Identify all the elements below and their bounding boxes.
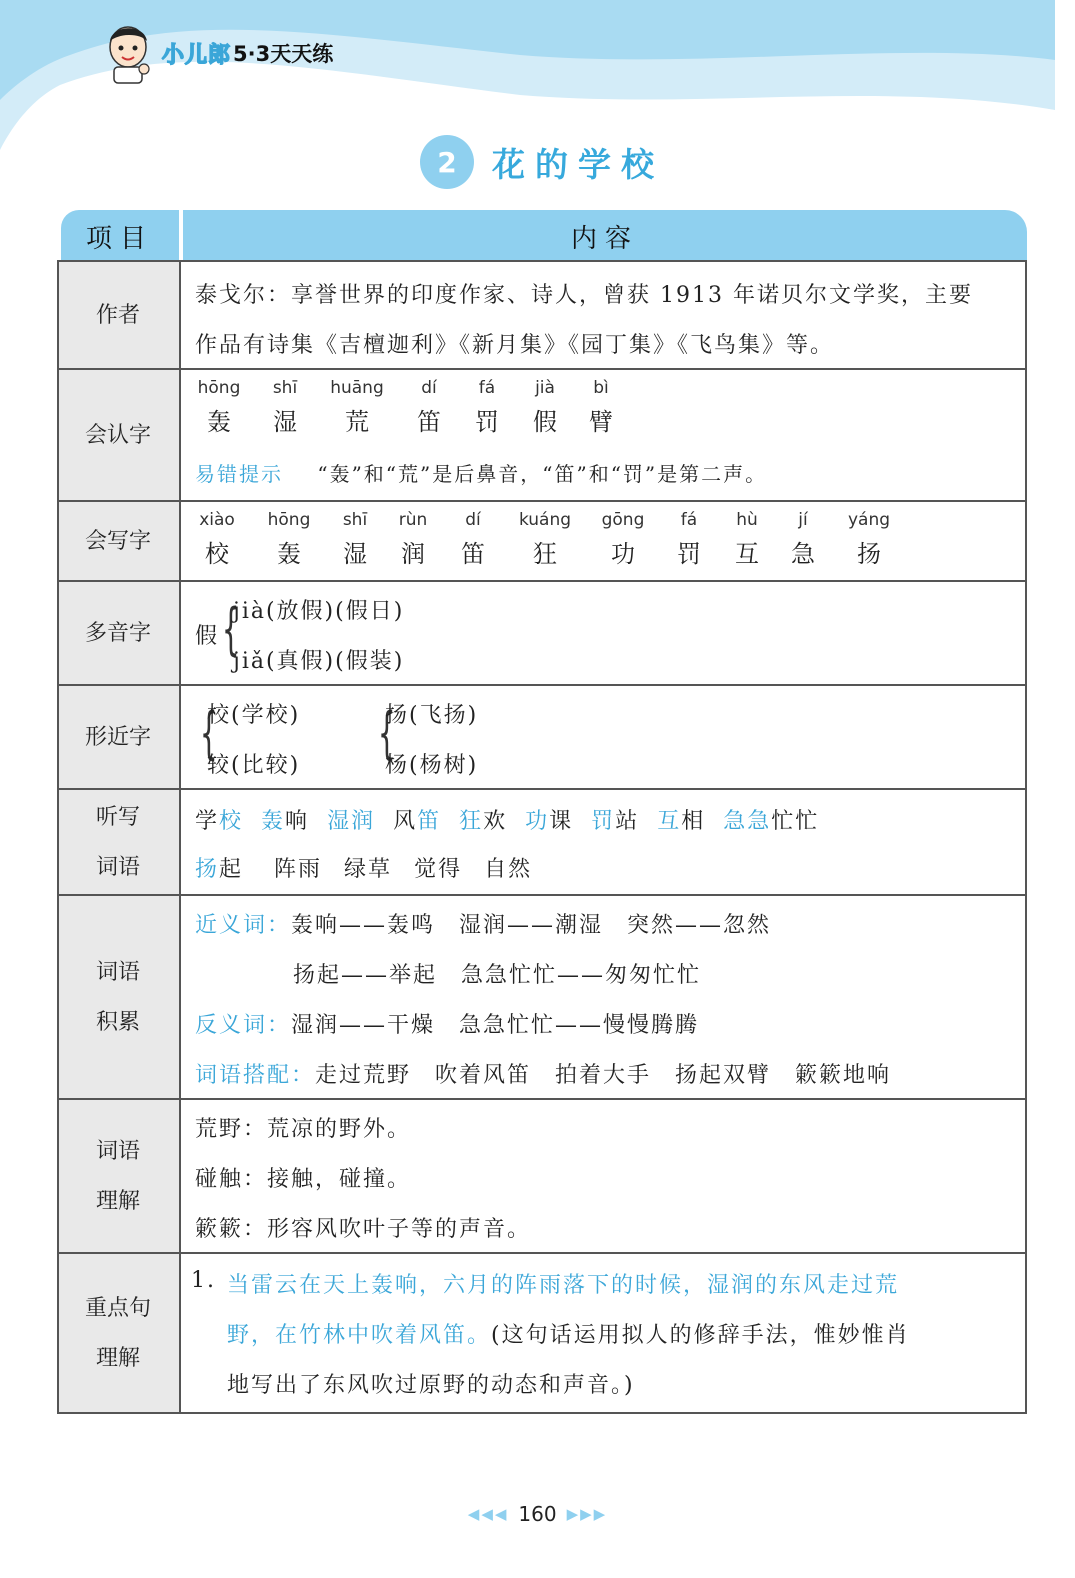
pinyin: shī [272, 378, 298, 398]
pinyin: yáng [847, 510, 891, 530]
hanzi: 笛 [461, 540, 485, 568]
dictation-word: 功课 [525, 809, 574, 834]
pinyin: shī [342, 510, 368, 530]
author-line-1: 泰戈尔：享誉世界的印度作家、诗人，曾获 1913 年诺贝尔文学奖，主要 [195, 283, 973, 308]
pinyin: jí [798, 510, 808, 530]
row-understand [57, 1098, 1027, 1254]
hanzi: 校 [205, 540, 229, 568]
header-content: 内容 [183, 210, 1027, 262]
pinyin: rùn [398, 510, 428, 530]
row-similar [57, 684, 1027, 790]
dictation-word: 自然 [484, 857, 533, 882]
pinyin: hù [736, 510, 758, 530]
hanzi: 罚 [475, 408, 499, 436]
hanzi: 互 [735, 540, 759, 568]
pinyin: kuáng [518, 510, 572, 530]
key-line-3: 地写出了东风吹过原野的动态和声音。) [227, 1373, 635, 1398]
brace-icon: { [199, 701, 218, 766]
label-key-sentence: 重点句 理解 [57, 1254, 181, 1414]
polyphone-reading-2: jiǎ(真假)(假装) [233, 649, 405, 674]
hanzi: 轰 [277, 540, 301, 568]
lesson-title [420, 135, 664, 189]
dictation-word: 轰响 [261, 809, 310, 834]
mascot-icon [100, 21, 156, 85]
hanzi: 假 [533, 408, 557, 436]
lesson-number: 2 [420, 135, 474, 189]
pinyin: dí [465, 510, 481, 530]
hanzi: 急 [791, 540, 815, 568]
dictation-word: 阵雨 [274, 857, 323, 882]
understand-line-1: 荒野：荒凉的野外。 [195, 1117, 412, 1142]
page-footer [0, 1502, 1075, 1526]
hanzi: 臂 [589, 408, 613, 436]
row-recognize [57, 368, 1027, 502]
hanzi: 扬 [857, 540, 881, 568]
summary-table [57, 210, 1027, 1398]
header-item: 项目 [61, 210, 179, 262]
key-line-2: 野，在竹林中吹着风笛。(这句话运用拟人的修辞手法，惟妙惟肖 [227, 1323, 910, 1348]
brand-series: 5·3天天练 [233, 42, 334, 66]
pinyin: fá [680, 510, 698, 530]
pinyin: xiào [199, 510, 235, 530]
right-arrows-icon: ▶▶▶ [566, 1505, 608, 1523]
similar-a2: 较(比较) [207, 753, 301, 778]
pinyin: dí [421, 378, 437, 398]
page-number: 160 [518, 1502, 557, 1526]
table-header [57, 210, 1027, 262]
key-number: 1. [191, 1268, 216, 1293]
hanzi: 笛 [417, 408, 441, 436]
label-dictation: 听写 词语 [57, 790, 181, 896]
label-understand: 词语 理解 [57, 1100, 181, 1254]
dictation-word: 互相 [657, 809, 706, 834]
dictation-word: 湿润 [327, 809, 376, 834]
label-write: 会写字 [57, 502, 181, 582]
hanzi: 荒 [345, 408, 369, 436]
pinyin: gōng [601, 510, 645, 530]
hanzi: 功 [611, 540, 635, 568]
label-accumulate: 词语 积累 [57, 896, 181, 1100]
similar-a1: 校(学校) [207, 703, 301, 728]
pinyin: jià [535, 378, 555, 398]
polyphone-reading-1: jià(放假)(假日) [233, 599, 405, 624]
dictation-line-2: 扬起 阵雨 绿草 觉得 自然 [195, 857, 533, 882]
synonyms-line-1: 近义词：轰响——轰鸣 湿润——潮湿 突然——忽然 [195, 913, 772, 938]
lesson-title-text: 花的学校 [492, 144, 664, 184]
dictation-word: 学校 [195, 809, 244, 834]
label-similar: 形近字 [57, 686, 181, 790]
label-author: 作者 [57, 262, 181, 370]
synonyms-line-2: 扬起——举起 急急忙忙——匆匆忙忙 [293, 963, 702, 988]
brand-logo [100, 18, 333, 88]
pinyin: bì [593, 378, 609, 398]
row-polyphone [57, 580, 1027, 686]
pinyin: hōng [267, 510, 311, 530]
label-recognize: 会认字 [57, 370, 181, 502]
hanzi: 狂 [533, 540, 557, 568]
similar-b2: 杨(杨树) [385, 753, 479, 778]
row-dictation [57, 788, 1027, 896]
brand-name: 小儿郎 [162, 42, 232, 68]
hanzi: 湿 [343, 540, 367, 568]
hanzi: 润 [401, 540, 425, 568]
dictation-word: 觉得 [414, 857, 463, 882]
pinyin: hōng [197, 378, 241, 398]
understand-line-3: 簌簌：形容风吹叶子等的声音。 [195, 1217, 532, 1242]
collocation-line: 词语搭配：走过荒野 吹着风笛 拍着大手 扬起双臂 簌簌地响 [195, 1063, 892, 1088]
brace-icon: { [221, 597, 240, 662]
row-accumulate [57, 894, 1027, 1100]
pinyin: fá [478, 378, 496, 398]
tip-text: “轰”和“荒”是后鼻音，“笛”和“罚”是第二声。 [317, 462, 768, 486]
brace-icon: { [377, 701, 396, 766]
dictation-word: 急急忙忙 [723, 809, 820, 834]
key-line-1: 当雷云在天上轰响，六月的阵雨落下的时候，湿润的东风走过荒 [227, 1273, 900, 1298]
left-arrows-icon: ◀◀◀ [467, 1505, 509, 1523]
antonyms-line: 反义词：湿润——干燥 急急忙忙——慢慢腾腾 [195, 1013, 700, 1038]
similar-b1: 扬(飞扬) [385, 703, 479, 728]
row-author [57, 260, 1027, 370]
understand-line-2: 碰触：接触，碰撞。 [195, 1167, 412, 1192]
label-polyphone: 多音字 [57, 582, 181, 686]
dictation-word: 风笛 [393, 809, 442, 834]
tip-label: 易错提示 [195, 462, 283, 486]
pinyin: huāng [330, 378, 384, 398]
hanzi: 轰 [207, 408, 231, 436]
author-line-2: 作品有诗集《吉檀迦利》《新月集》《园丁集》《飞鸟集》等。 [195, 333, 835, 358]
dictation-word: 绿草 [344, 857, 393, 882]
dictation-line-1 [195, 804, 837, 835]
dictation-word: 罚站 [591, 809, 640, 834]
hanzi: 湿 [273, 408, 297, 436]
row-key-sentence [57, 1252, 1027, 1414]
row-write [57, 500, 1027, 582]
polyphone-char: 假 [195, 624, 220, 649]
hanzi: 罚 [677, 540, 701, 568]
dictation-word: 狂欢 [459, 809, 508, 834]
